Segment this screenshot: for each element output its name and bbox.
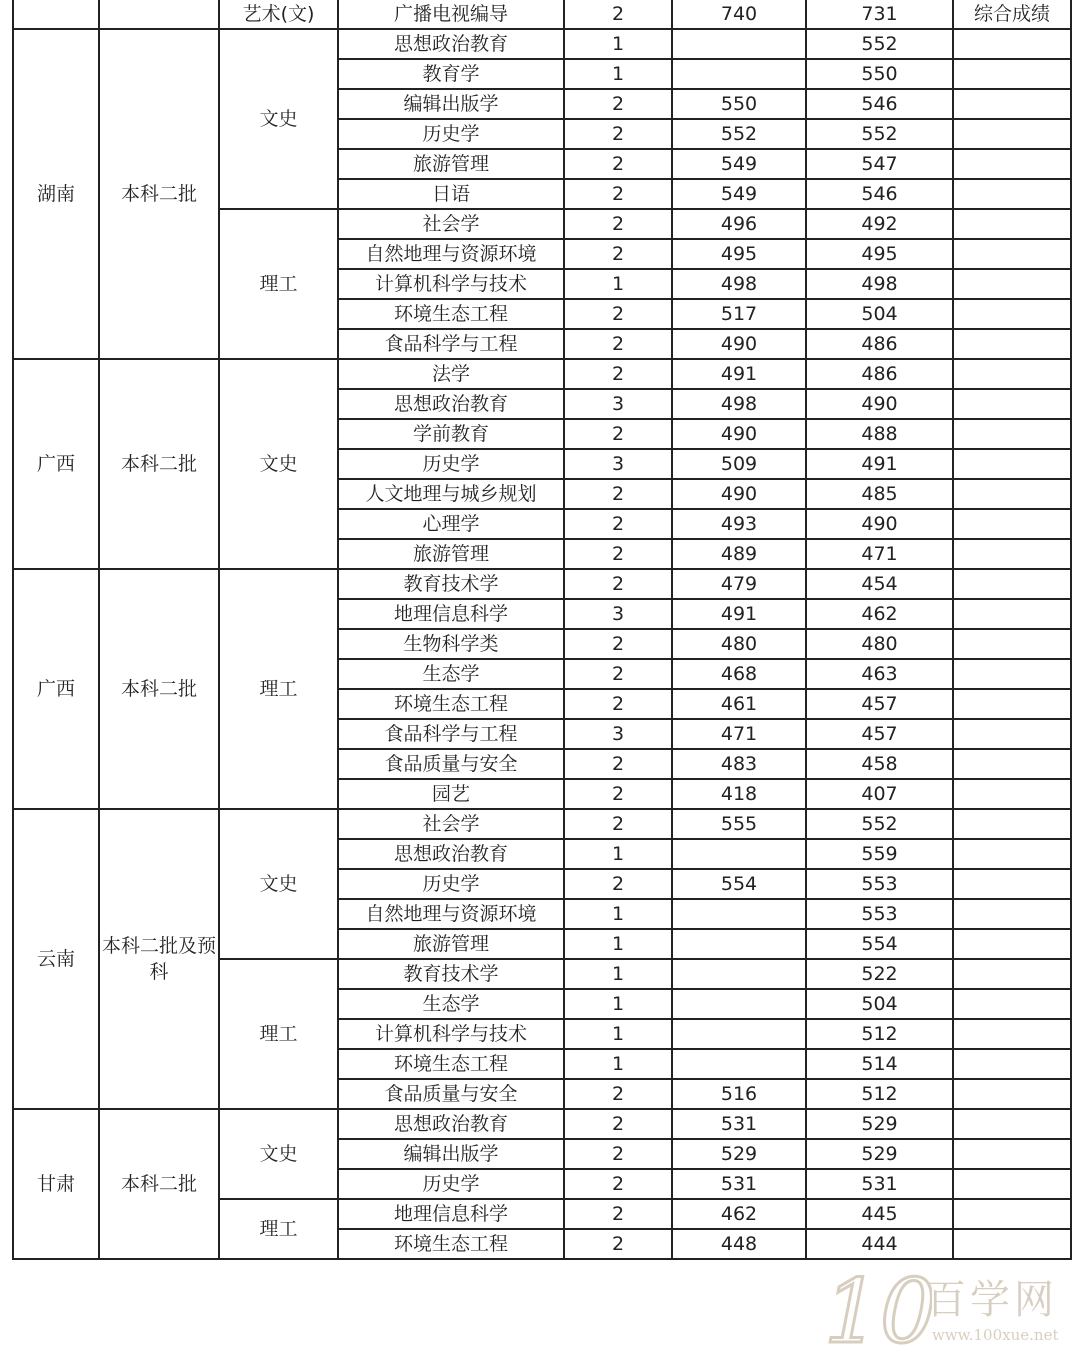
note-cell xyxy=(953,1079,1071,1109)
min-score-cell: 490 xyxy=(806,509,953,539)
major-cell: 计算机科学与技术 xyxy=(338,1019,564,1049)
max-score-cell: 448 xyxy=(672,1229,806,1259)
note-cell xyxy=(953,689,1071,719)
note-cell xyxy=(953,749,1071,779)
major-cell: 地理信息科学 xyxy=(338,1199,564,1229)
min-score-cell: 504 xyxy=(806,299,953,329)
min-score-cell: 485 xyxy=(806,479,953,509)
major-cell: 社会学 xyxy=(338,809,564,839)
note-cell xyxy=(953,1019,1071,1049)
min-score-cell: 407 xyxy=(806,779,953,809)
major-cell: 食品科学与工程 xyxy=(338,329,564,359)
max-score-cell: 490 xyxy=(672,419,806,449)
note-cell xyxy=(953,569,1071,599)
note-cell xyxy=(953,839,1071,869)
plan-cell: 2 xyxy=(564,749,672,779)
plan-cell: 2 xyxy=(564,1199,672,1229)
min-score-cell: 512 xyxy=(806,1079,953,1109)
plan-cell: 3 xyxy=(564,389,672,419)
plan-cell: 2 xyxy=(564,779,672,809)
max-score-cell xyxy=(672,959,806,989)
note-cell xyxy=(953,89,1071,119)
note-cell xyxy=(953,389,1071,419)
min-score-cell: 514 xyxy=(806,1049,953,1079)
major-cell: 环境生态工程 xyxy=(338,1229,564,1259)
note-cell xyxy=(953,629,1071,659)
major-cell: 历史学 xyxy=(338,869,564,899)
note-cell xyxy=(953,809,1071,839)
note-cell xyxy=(953,419,1071,449)
province-cell: 广西 xyxy=(13,569,99,809)
major-cell: 思想政治教育 xyxy=(338,29,564,59)
major-cell: 园艺 xyxy=(338,779,564,809)
table-row xyxy=(13,809,1071,839)
max-score-cell: 480 xyxy=(672,629,806,659)
batch-cell-continued xyxy=(99,0,219,29)
plan-cell: 2 xyxy=(564,569,672,599)
note-cell xyxy=(953,1049,1071,1079)
province-cell: 广西 xyxy=(13,359,99,569)
province-cell-continued xyxy=(13,0,99,29)
max-score-cell: 462 xyxy=(672,1199,806,1229)
min-score-cell: 731 xyxy=(806,0,953,29)
major-cell: 心理学 xyxy=(338,509,564,539)
note-cell xyxy=(953,29,1071,59)
min-score-cell: 462 xyxy=(806,599,953,629)
watermark-logo-digits: 10 xyxy=(824,1260,932,1360)
note-cell xyxy=(953,719,1071,749)
max-score-cell xyxy=(672,989,806,1019)
min-score-cell: 444 xyxy=(806,1229,953,1259)
plan-cell: 2 xyxy=(564,1109,672,1139)
min-score-cell: 495 xyxy=(806,239,953,269)
min-score-cell: 554 xyxy=(806,929,953,959)
major-cell: 广播电视编导 xyxy=(338,0,564,29)
note-cell xyxy=(953,779,1071,809)
note-cell xyxy=(953,119,1071,149)
major-cell: 自然地理与资源环境 xyxy=(338,899,564,929)
max-score-cell: 490 xyxy=(672,329,806,359)
min-score-cell: 553 xyxy=(806,869,953,899)
max-score-cell: 489 xyxy=(672,539,806,569)
category-cell: 理工 xyxy=(219,209,338,359)
major-cell: 法学 xyxy=(338,359,564,389)
plan-cell: 1 xyxy=(564,839,672,869)
major-cell: 历史学 xyxy=(338,119,564,149)
min-score-cell: 512 xyxy=(806,1019,953,1049)
plan-cell: 2 xyxy=(564,629,672,659)
min-score-cell: 492 xyxy=(806,209,953,239)
major-cell: 教育技术学 xyxy=(338,959,564,989)
plan-cell: 3 xyxy=(564,599,672,629)
major-cell: 自然地理与资源环境 xyxy=(338,239,564,269)
plan-cell: 2 xyxy=(564,329,672,359)
major-cell: 教育技术学 xyxy=(338,569,564,599)
plan-cell: 2 xyxy=(564,359,672,389)
min-score-cell: 552 xyxy=(806,29,953,59)
note-cell xyxy=(953,209,1071,239)
max-score-cell: 531 xyxy=(672,1109,806,1139)
plan-cell: 2 xyxy=(564,539,672,569)
max-score-cell: 509 xyxy=(672,449,806,479)
max-score-cell xyxy=(672,29,806,59)
plan-cell: 2 xyxy=(564,209,672,239)
category-cell: 理工 xyxy=(219,959,338,1109)
note-cell xyxy=(953,269,1071,299)
min-score-cell: 522 xyxy=(806,959,953,989)
note-cell xyxy=(953,449,1071,479)
max-score-cell: 491 xyxy=(672,359,806,389)
min-score-cell: 559 xyxy=(806,839,953,869)
min-score-cell: 529 xyxy=(806,1139,953,1169)
min-score-cell: 491 xyxy=(806,449,953,479)
note-cell xyxy=(953,1109,1071,1139)
plan-cell: 2 xyxy=(564,659,672,689)
max-score-cell xyxy=(672,59,806,89)
min-score-cell: 546 xyxy=(806,89,953,119)
min-score-cell: 486 xyxy=(806,359,953,389)
category-cell: 理工 xyxy=(219,569,338,809)
max-score-cell: 516 xyxy=(672,1079,806,1109)
batch-cell: 本科二批 xyxy=(99,1109,219,1259)
max-score-cell: 495 xyxy=(672,239,806,269)
major-cell: 学前教育 xyxy=(338,419,564,449)
plan-cell: 2 xyxy=(564,509,672,539)
max-score-cell: 531 xyxy=(672,1169,806,1199)
major-cell: 日语 xyxy=(338,179,564,209)
plan-cell: 2 xyxy=(564,479,672,509)
category-cell: 艺术(文) xyxy=(219,0,338,29)
category-cell: 文史 xyxy=(219,29,338,209)
province-cell: 湖南 xyxy=(13,29,99,359)
batch-cell: 本科二批 xyxy=(99,29,219,359)
plan-cell: 2 xyxy=(564,1229,672,1259)
min-score-cell: 445 xyxy=(806,1199,953,1229)
min-score-cell: 553 xyxy=(806,899,953,929)
note-cell xyxy=(953,869,1071,899)
table-row xyxy=(13,359,1071,389)
major-cell: 思想政治教育 xyxy=(338,839,564,869)
major-cell: 食品科学与工程 xyxy=(338,719,564,749)
note-cell xyxy=(953,359,1071,389)
plan-cell: 2 xyxy=(564,419,672,449)
plan-cell: 1 xyxy=(564,269,672,299)
min-score-cell: 550 xyxy=(806,59,953,89)
max-score-cell: 554 xyxy=(672,869,806,899)
max-score-cell: 493 xyxy=(672,509,806,539)
major-cell: 社会学 xyxy=(338,209,564,239)
plan-cell: 2 xyxy=(564,689,672,719)
min-score-cell: 454 xyxy=(806,569,953,599)
max-score-cell: 468 xyxy=(672,659,806,689)
category-cell: 文史 xyxy=(219,809,338,959)
min-score-cell: 480 xyxy=(806,629,953,659)
province-cell: 云南 xyxy=(13,809,99,1109)
max-score-cell: 418 xyxy=(672,779,806,809)
note-cell xyxy=(953,1229,1071,1259)
table-row xyxy=(13,569,1071,599)
major-cell: 环境生态工程 xyxy=(338,689,564,719)
min-score-cell: 486 xyxy=(806,329,953,359)
plan-cell: 2 xyxy=(564,0,672,29)
note-cell xyxy=(953,1139,1071,1169)
major-cell: 生态学 xyxy=(338,989,564,1019)
plan-cell: 1 xyxy=(564,959,672,989)
category-cell: 理工 xyxy=(219,1199,338,1259)
max-score-cell: 740 xyxy=(672,0,806,29)
watermark-url: www.100xue.net xyxy=(932,1326,1059,1344)
plan-cell: 2 xyxy=(564,869,672,899)
admission-score-table xyxy=(12,0,1072,1260)
note-cell xyxy=(953,959,1071,989)
max-score-cell xyxy=(672,899,806,929)
batch-cell: 本科二批 xyxy=(99,569,219,809)
major-cell: 地理信息科学 xyxy=(338,599,564,629)
note-cell xyxy=(953,1199,1071,1229)
min-score-cell: 547 xyxy=(806,149,953,179)
plan-cell: 1 xyxy=(564,1049,672,1079)
table-row xyxy=(13,29,1071,59)
min-score-cell: 531 xyxy=(806,1169,953,1199)
watermark-site-name: 百学网 xyxy=(926,1277,1058,1323)
max-score-cell xyxy=(672,839,806,869)
major-cell: 旅游管理 xyxy=(338,929,564,959)
major-cell: 历史学 xyxy=(338,449,564,479)
plan-cell: 2 xyxy=(564,149,672,179)
note-cell xyxy=(953,599,1071,629)
plan-cell: 2 xyxy=(564,809,672,839)
plan-cell: 2 xyxy=(564,239,672,269)
plan-cell: 2 xyxy=(564,1169,672,1199)
max-score-cell: 490 xyxy=(672,479,806,509)
min-score-cell: 463 xyxy=(806,659,953,689)
note-cell xyxy=(953,149,1071,179)
min-score-cell: 458 xyxy=(806,749,953,779)
max-score-cell: 550 xyxy=(672,89,806,119)
min-score-cell: 471 xyxy=(806,539,953,569)
plan-cell: 2 xyxy=(564,1139,672,1169)
category-cell: 文史 xyxy=(219,1109,338,1199)
plan-cell: 3 xyxy=(564,719,672,749)
plan-cell: 2 xyxy=(564,89,672,119)
max-score-cell: 479 xyxy=(672,569,806,599)
major-cell: 旅游管理 xyxy=(338,539,564,569)
max-score-cell xyxy=(672,929,806,959)
note-cell xyxy=(953,659,1071,689)
note-cell xyxy=(953,929,1071,959)
major-cell: 生物科学类 xyxy=(338,629,564,659)
category-cell: 文史 xyxy=(219,359,338,569)
admission-score-table-wrapper xyxy=(12,0,1070,1260)
plan-cell: 1 xyxy=(564,59,672,89)
min-score-cell: 490 xyxy=(806,389,953,419)
max-score-cell: 471 xyxy=(672,719,806,749)
plan-cell: 3 xyxy=(564,449,672,479)
plan-cell: 2 xyxy=(564,1079,672,1109)
min-score-cell: 504 xyxy=(806,989,953,1019)
major-cell: 旅游管理 xyxy=(338,149,564,179)
note-cell xyxy=(953,329,1071,359)
plan-cell: 1 xyxy=(564,29,672,59)
plan-cell: 2 xyxy=(564,119,672,149)
max-score-cell: 549 xyxy=(672,179,806,209)
max-score-cell: 461 xyxy=(672,689,806,719)
min-score-cell: 488 xyxy=(806,419,953,449)
major-cell: 历史学 xyxy=(338,1169,564,1199)
major-cell: 食品质量与安全 xyxy=(338,749,564,779)
max-score-cell: 491 xyxy=(672,599,806,629)
note-cell xyxy=(953,509,1071,539)
major-cell: 生态学 xyxy=(338,659,564,689)
max-score-cell: 517 xyxy=(672,299,806,329)
max-score-cell: 552 xyxy=(672,119,806,149)
max-score-cell: 529 xyxy=(672,1139,806,1169)
max-score-cell: 549 xyxy=(672,149,806,179)
note-cell xyxy=(953,989,1071,1019)
max-score-cell: 496 xyxy=(672,209,806,239)
min-score-cell: 498 xyxy=(806,269,953,299)
plan-cell: 1 xyxy=(564,1019,672,1049)
major-cell: 环境生态工程 xyxy=(338,299,564,329)
min-score-cell: 529 xyxy=(806,1109,953,1139)
plan-cell: 2 xyxy=(564,179,672,209)
batch-cell: 本科二批及预科 xyxy=(99,809,219,1109)
table-row xyxy=(13,1109,1071,1139)
major-cell: 计算机科学与技术 xyxy=(338,269,564,299)
max-score-cell xyxy=(672,1019,806,1049)
min-score-cell: 457 xyxy=(806,719,953,749)
min-score-cell: 457 xyxy=(806,689,953,719)
min-score-cell: 546 xyxy=(806,179,953,209)
max-score-cell: 498 xyxy=(672,269,806,299)
max-score-cell: 483 xyxy=(672,749,806,779)
table-row xyxy=(13,0,1071,29)
province-cell: 甘肃 xyxy=(13,1109,99,1259)
major-cell: 思想政治教育 xyxy=(338,389,564,419)
note-cell xyxy=(953,1169,1071,1199)
note-cell xyxy=(953,479,1071,509)
plan-cell: 1 xyxy=(564,989,672,1019)
plan-cell: 1 xyxy=(564,899,672,929)
major-cell: 环境生态工程 xyxy=(338,1049,564,1079)
watermark xyxy=(822,1250,1072,1360)
major-cell: 食品质量与安全 xyxy=(338,1079,564,1109)
max-score-cell: 555 xyxy=(672,809,806,839)
watermark-logo-icon xyxy=(822,1250,932,1360)
major-cell: 教育学 xyxy=(338,59,564,89)
note-cell xyxy=(953,59,1071,89)
note-cell xyxy=(953,899,1071,929)
batch-cell: 本科二批 xyxy=(99,359,219,569)
plan-cell: 2 xyxy=(564,299,672,329)
max-score-cell xyxy=(672,1049,806,1079)
note-cell: 综合成绩 xyxy=(953,0,1071,29)
major-cell: 思想政治教育 xyxy=(338,1109,564,1139)
note-cell xyxy=(953,299,1071,329)
plan-cell: 1 xyxy=(564,929,672,959)
min-score-cell: 552 xyxy=(806,809,953,839)
max-score-cell: 498 xyxy=(672,389,806,419)
note-cell xyxy=(953,179,1071,209)
major-cell: 人文地理与城乡规划 xyxy=(338,479,564,509)
major-cell: 编辑出版学 xyxy=(338,1139,564,1169)
note-cell xyxy=(953,539,1071,569)
min-score-cell: 552 xyxy=(806,119,953,149)
note-cell xyxy=(953,239,1071,269)
major-cell: 编辑出版学 xyxy=(338,89,564,119)
